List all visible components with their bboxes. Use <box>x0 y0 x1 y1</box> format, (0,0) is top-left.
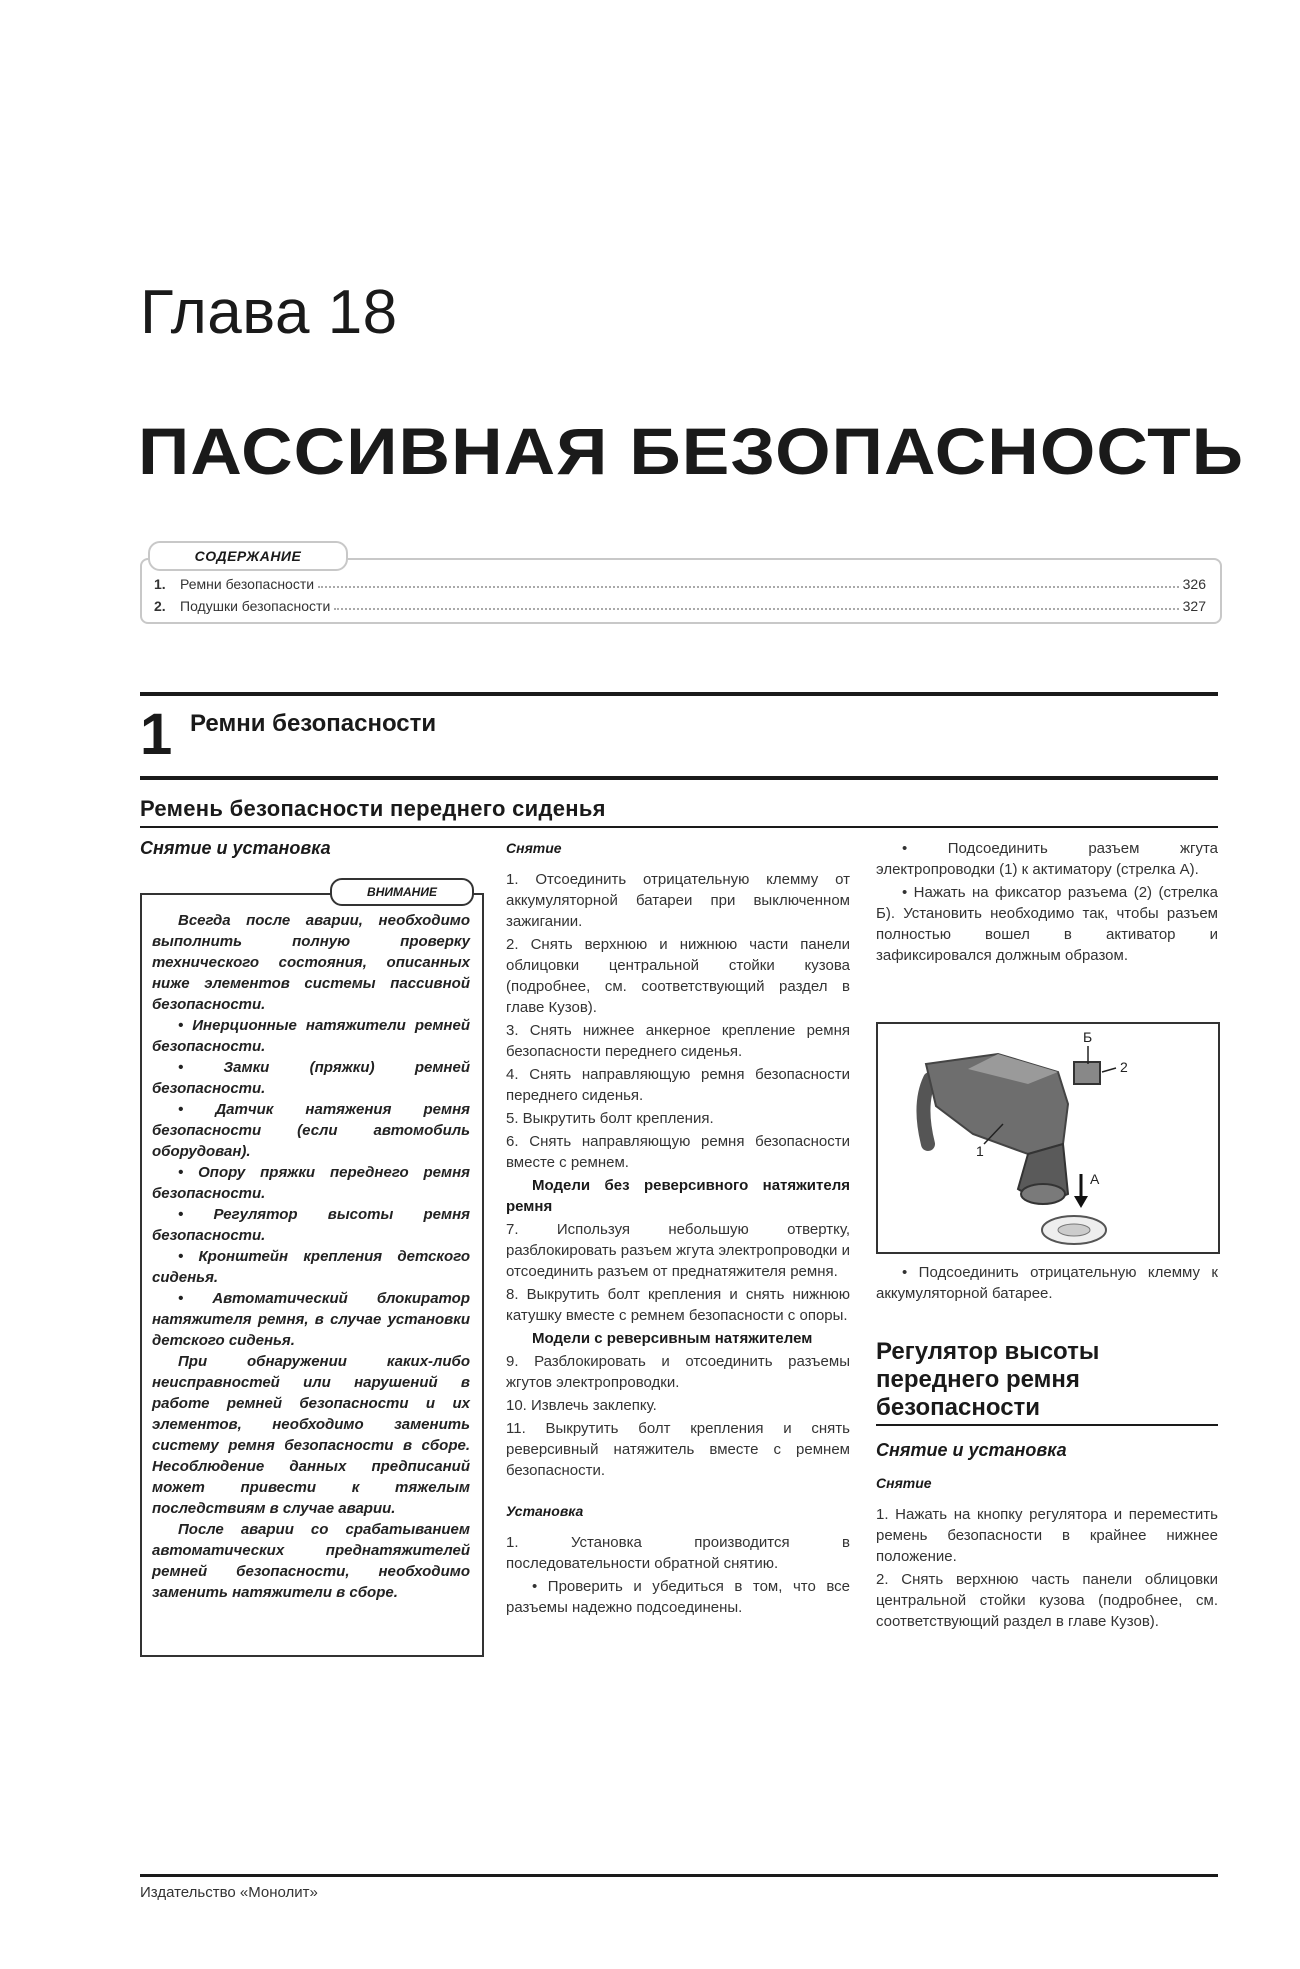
column-3 <box>876 838 1218 968</box>
figure-label-1: 1 <box>976 1143 984 1159</box>
col2-install-heading: Установка <box>506 1503 584 1519</box>
warning-bullet: • Регулятор высоты ремня безопасности. <box>152 1206 470 1244</box>
step: • Проверить и убедиться в том, что все разъемы надежно подсоединены. <box>506 1578 850 1616</box>
bullet: • Подсоединить разъем жгута электропроводки (1) к актиматору (стрелка А). <box>876 840 1218 878</box>
col3-removal-heading: Снятие <box>876 1475 932 1491</box>
column-1 <box>140 838 480 871</box>
bullet: • Подсоединить отрицательную клемму к аккумуляторной батарее. <box>876 1264 1218 1302</box>
warning-bullet: • Опору пряжки переднего ремня безопасности. <box>152 1164 470 1202</box>
col1-heading: Снятие и установка <box>140 838 331 858</box>
section-number: 1 <box>140 702 173 767</box>
warning-bullet: • Инерционные натяжители ремней безопасности. <box>152 1017 470 1055</box>
warning-tab: ВНИМАНИЕ <box>330 878 474 906</box>
toc-item-page: 327 <box>1182 598 1206 614</box>
warning-paragraph: Всегда после аварии, необходимо выполнить полную проверку технического состояния, описанных ниже элементов системы пассивной безопасности. <box>152 912 470 1013</box>
bullet: • Нажать на фиксатор разъема (2) (стрелка Б). Установить необходимо так, чтобы разъем полностью вошел в активатор и зафиксировался должным образом. <box>876 884 1218 964</box>
warning-bullet: • Кронштейн крепления детского сиденья. <box>152 1248 470 1286</box>
figure-label-2: 2 <box>1120 1059 1128 1075</box>
connector-figure <box>876 1022 1220 1254</box>
warning-paragraph: После аварии со срабатыванием автоматических преднатяжителей ремней безопасности, необходимо заменить натяжители в сборе. <box>152 1521 470 1601</box>
models-heading: Модели с реверсивным натяжителем <box>532 1330 813 1347</box>
figure-label-b: Б <box>1083 1029 1093 1045</box>
footer-rule <box>140 1874 1218 1877</box>
col2-removal-heading: Снятие <box>506 840 562 856</box>
step: 11. Выкрутить болт крепления и снять реверсивный натяжитель вместе с ремнем безопасности. <box>506 1420 850 1479</box>
height-adjuster-heading: Регулятор высоты переднего ремня безопасности <box>876 1338 1100 1421</box>
toc-leader <box>334 608 1178 610</box>
step: 2. Снять верхнюю и нижнюю части панели облицовки центральной стойки кузова (подробнее, см. соответствующий раздел в главе Кузов). <box>506 936 850 1016</box>
toc-item-page: 326 <box>1182 576 1206 592</box>
step: 1. Отсоединить отрицательную клемму от аккумуляторной батареи при выключенном зажигании. <box>506 871 850 930</box>
figure-label-a: A <box>1090 1171 1100 1187</box>
warning-bullet: • Замки (пряжки) ремней безопасности. <box>152 1059 470 1097</box>
section-title: Ремни безопасности <box>190 710 437 737</box>
step: 7. Используя небольшую отвертку, разблокировать разъем жгута электропроводки и отсоединить разъем от преднатяжителя ремня. <box>506 1221 850 1280</box>
subsection-title: Ремень безопасности переднего сиденья <box>140 796 606 821</box>
warning-paragraph: При обнаружении каких-либо неисправностей или нарушений в работе ремней безопасности и их элементов, необходимо заменить систему ремня безопасности в сборе. Несоблюдение данных предписаний может привести к тяжелым последствиям в случае аварии. <box>152 1353 470 1517</box>
step: 5. Выкрутить болт крепления. <box>506 1110 714 1127</box>
warning-text <box>152 910 470 1603</box>
column-2 <box>506 838 850 1620</box>
step: 4. Снять направляющую ремня безопасности переднего сиденья. <box>506 1066 850 1104</box>
step: 1. Нажать на кнопку регулятора и переместить ремень безопасности в крайнее нижнее положение. <box>876 1506 1218 1565</box>
step: 9. Разблокировать и отсоединить разъемы жгутов электропроводки. <box>506 1353 850 1391</box>
toc-item[interactable]: 2. Подушки безопасности 327 <box>154 598 1206 614</box>
actuator-illustration <box>878 1024 1218 1252</box>
step: 3. Снять нижнее анкерное крепление ремня безопасности переднего сиденья. <box>506 1022 850 1060</box>
step: 6. Снять направляющую ремня безопасности вместе с ремнем. <box>506 1133 850 1171</box>
chapter-label: Глава 18 <box>140 278 398 347</box>
column-3-lower <box>876 1440 1218 1634</box>
toc-item-label: Подушки безопасности <box>180 598 331 614</box>
toc-leader <box>318 586 1179 588</box>
chapter-title: ПАССИВНАЯ БЕЗОПАСНОСТЬ <box>138 414 1245 488</box>
step: 10. Извлечь заклепку. <box>506 1397 657 1414</box>
warning-bullet: • Автоматический блокиратор натяжителя ремня, в случае установки детского сиденья. <box>152 1290 470 1349</box>
step: 8. Выкрутить болт крепления и снять нижнюю катушку вместе с ремнем безопасности с опоры. <box>506 1286 850 1324</box>
section-rule-bottom <box>140 776 1218 780</box>
subsection-rule <box>140 826 1218 828</box>
col3-sub-heading: Снятие и установка <box>876 1440 1067 1460</box>
warning-bullet: • Датчик натяжения ремня безопасности (если автомобиль оборудован). <box>152 1101 470 1160</box>
toc-tab: СОДЕРЖАНИЕ <box>148 541 348 571</box>
section-rule-top <box>140 692 1218 696</box>
footer-publisher: Издательство «Монолит» <box>140 1884 318 1901</box>
step: 2. Снять верхнюю часть панели облицовки центральной стойки кузова (подробнее, см. соответствующий раздел в главе Кузов). <box>876 1571 1218 1630</box>
heading-rule <box>876 1424 1218 1426</box>
column-3-after-figure <box>876 1262 1218 1306</box>
step: 1. Установка производится в последовательности обратной снятию. <box>506 1534 850 1572</box>
toc-item[interactable]: 1. Ремни безопасности 326 <box>154 576 1206 592</box>
models-heading: Модели без реверсивного натяжителя ремня <box>506 1177 850 1215</box>
toc-item-label: Ремни безопасности <box>180 576 315 592</box>
